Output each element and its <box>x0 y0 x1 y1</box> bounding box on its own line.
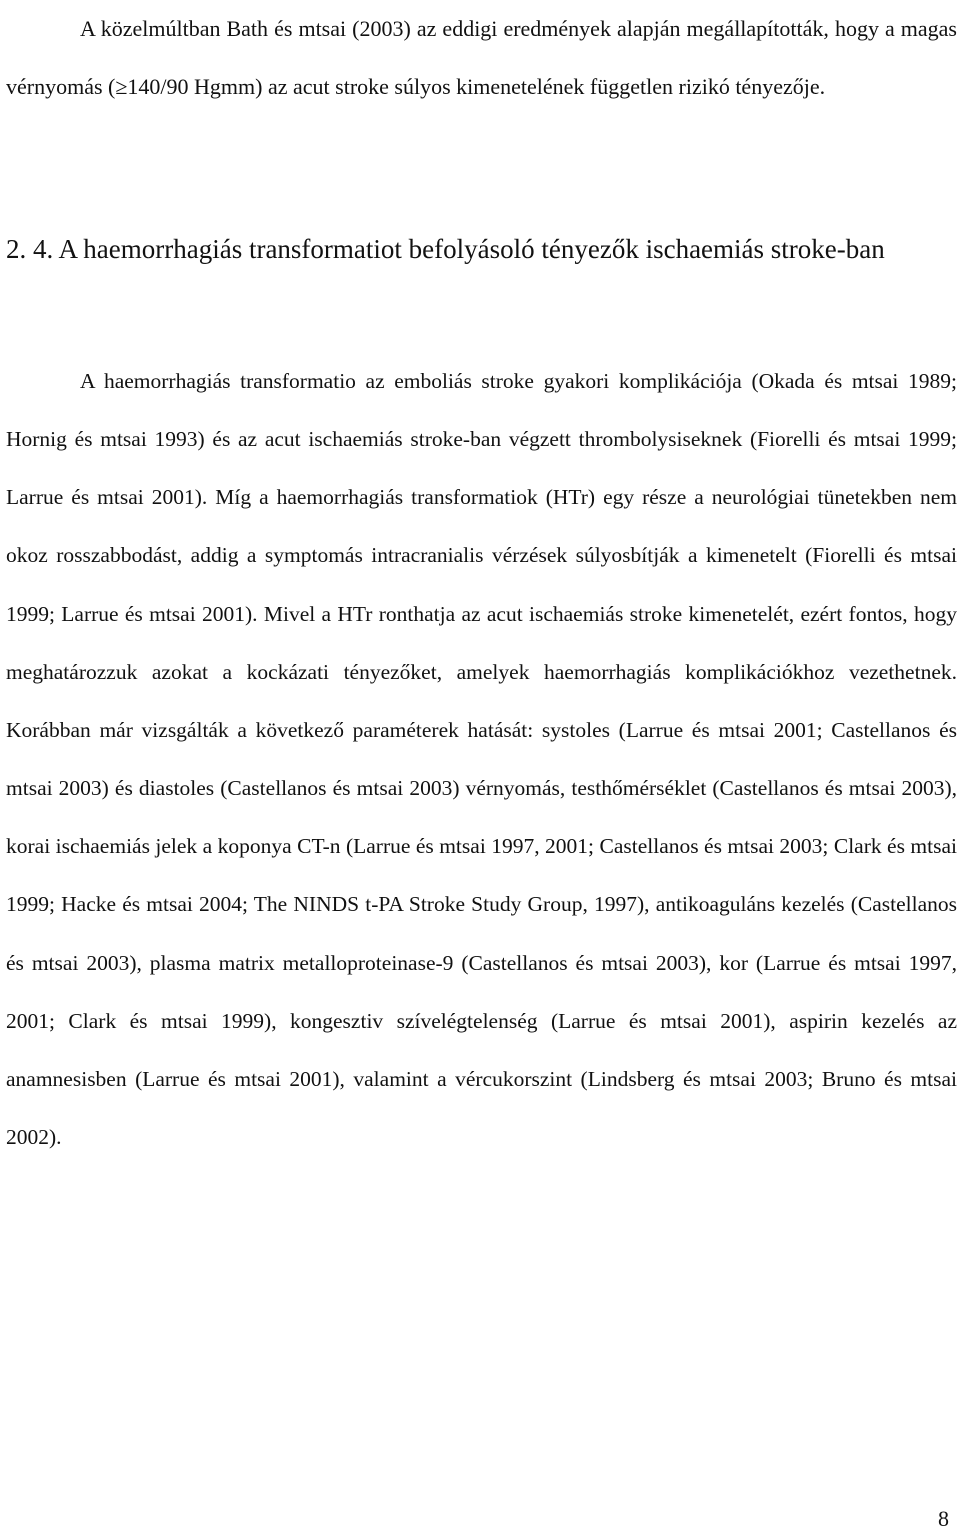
section-heading <box>6 213 957 285</box>
section-number: 2. 4. <box>6 234 54 264</box>
document-page <box>6 0 957 1537</box>
page-number: 8 <box>938 1506 949 1531</box>
section-title: A haemorrhagiás transformatiot befolyásoló tényezők ischaemiás stroke-ban <box>58 234 885 264</box>
intro-paragraph: A közelmúltban Bath és mtsai (2003) az eddigi eredmények alapján megállapították, hogy a magas vérnyomás (≥140/90 Hgmm) az acut stroke súlyos kimenetelének független rizikó tényezője. <box>6 16 957 99</box>
body-paragraph: A haemorrhagiás transformatio az emboliás stroke gyakori komplikációja (Okada és mtsai 1989; Hornig és mtsai 1993) és az acut ischaemiás stroke-ban végzett thrombolysiseknek (Fiorelli és mtsai 1999; Larrue és mtsai 2001). Míg a haemorrhagiás transformatiok (HTr) egy része a neurológiai tünetekben nem okoz rosszabbodást, addig a symptomás intracranialis vérzések súlyosbítják a kimenetelt (Fiorelli és mtsai 1999; Larrue és mtsai 2001). Mivel a HTr ronthatja az acut ischaemiás stroke kimenetelét, ezért fontos, hogy meghatározzuk azokat a kockázati tényezőket, amelyek haemorrhagiás komplikációkhoz vezethetnek. Korábban már vizsgálták a következő paraméterek hatását: systoles (Larrue és mtsai 2001; Castellanos és mtsai 2003) és diastoles (Castellanos és mtsai 2003) vérnyomás, testhőmérséklet (Castellanos és mtsai 2003), korai ischaemiás jelek a koponya CT-n (Larrue és mtsai 1997, 2001; Castellanos és mtsai 2003; Clark és mtsai 1999; Hacke és mtsai 2004; The NINDS t-PA Stroke Study Group, 1997), antikoaguláns kezelés (Castellanos és mtsai 2003), plasma matrix metalloproteinase-9 (Castellanos és mtsai 2003), kor (Larrue és mtsai 1997, 2001; Clark és mtsai 1999), kongesztiv szívelégtelenség (Larrue és mtsai 2001), aspirin kezelés az anamnesisben (Larrue és mtsai 2001), valamint a vércukorszint (Lindsberg és mtsai 2003; Bruno és mtsai 2002). <box>6 369 957 1150</box>
